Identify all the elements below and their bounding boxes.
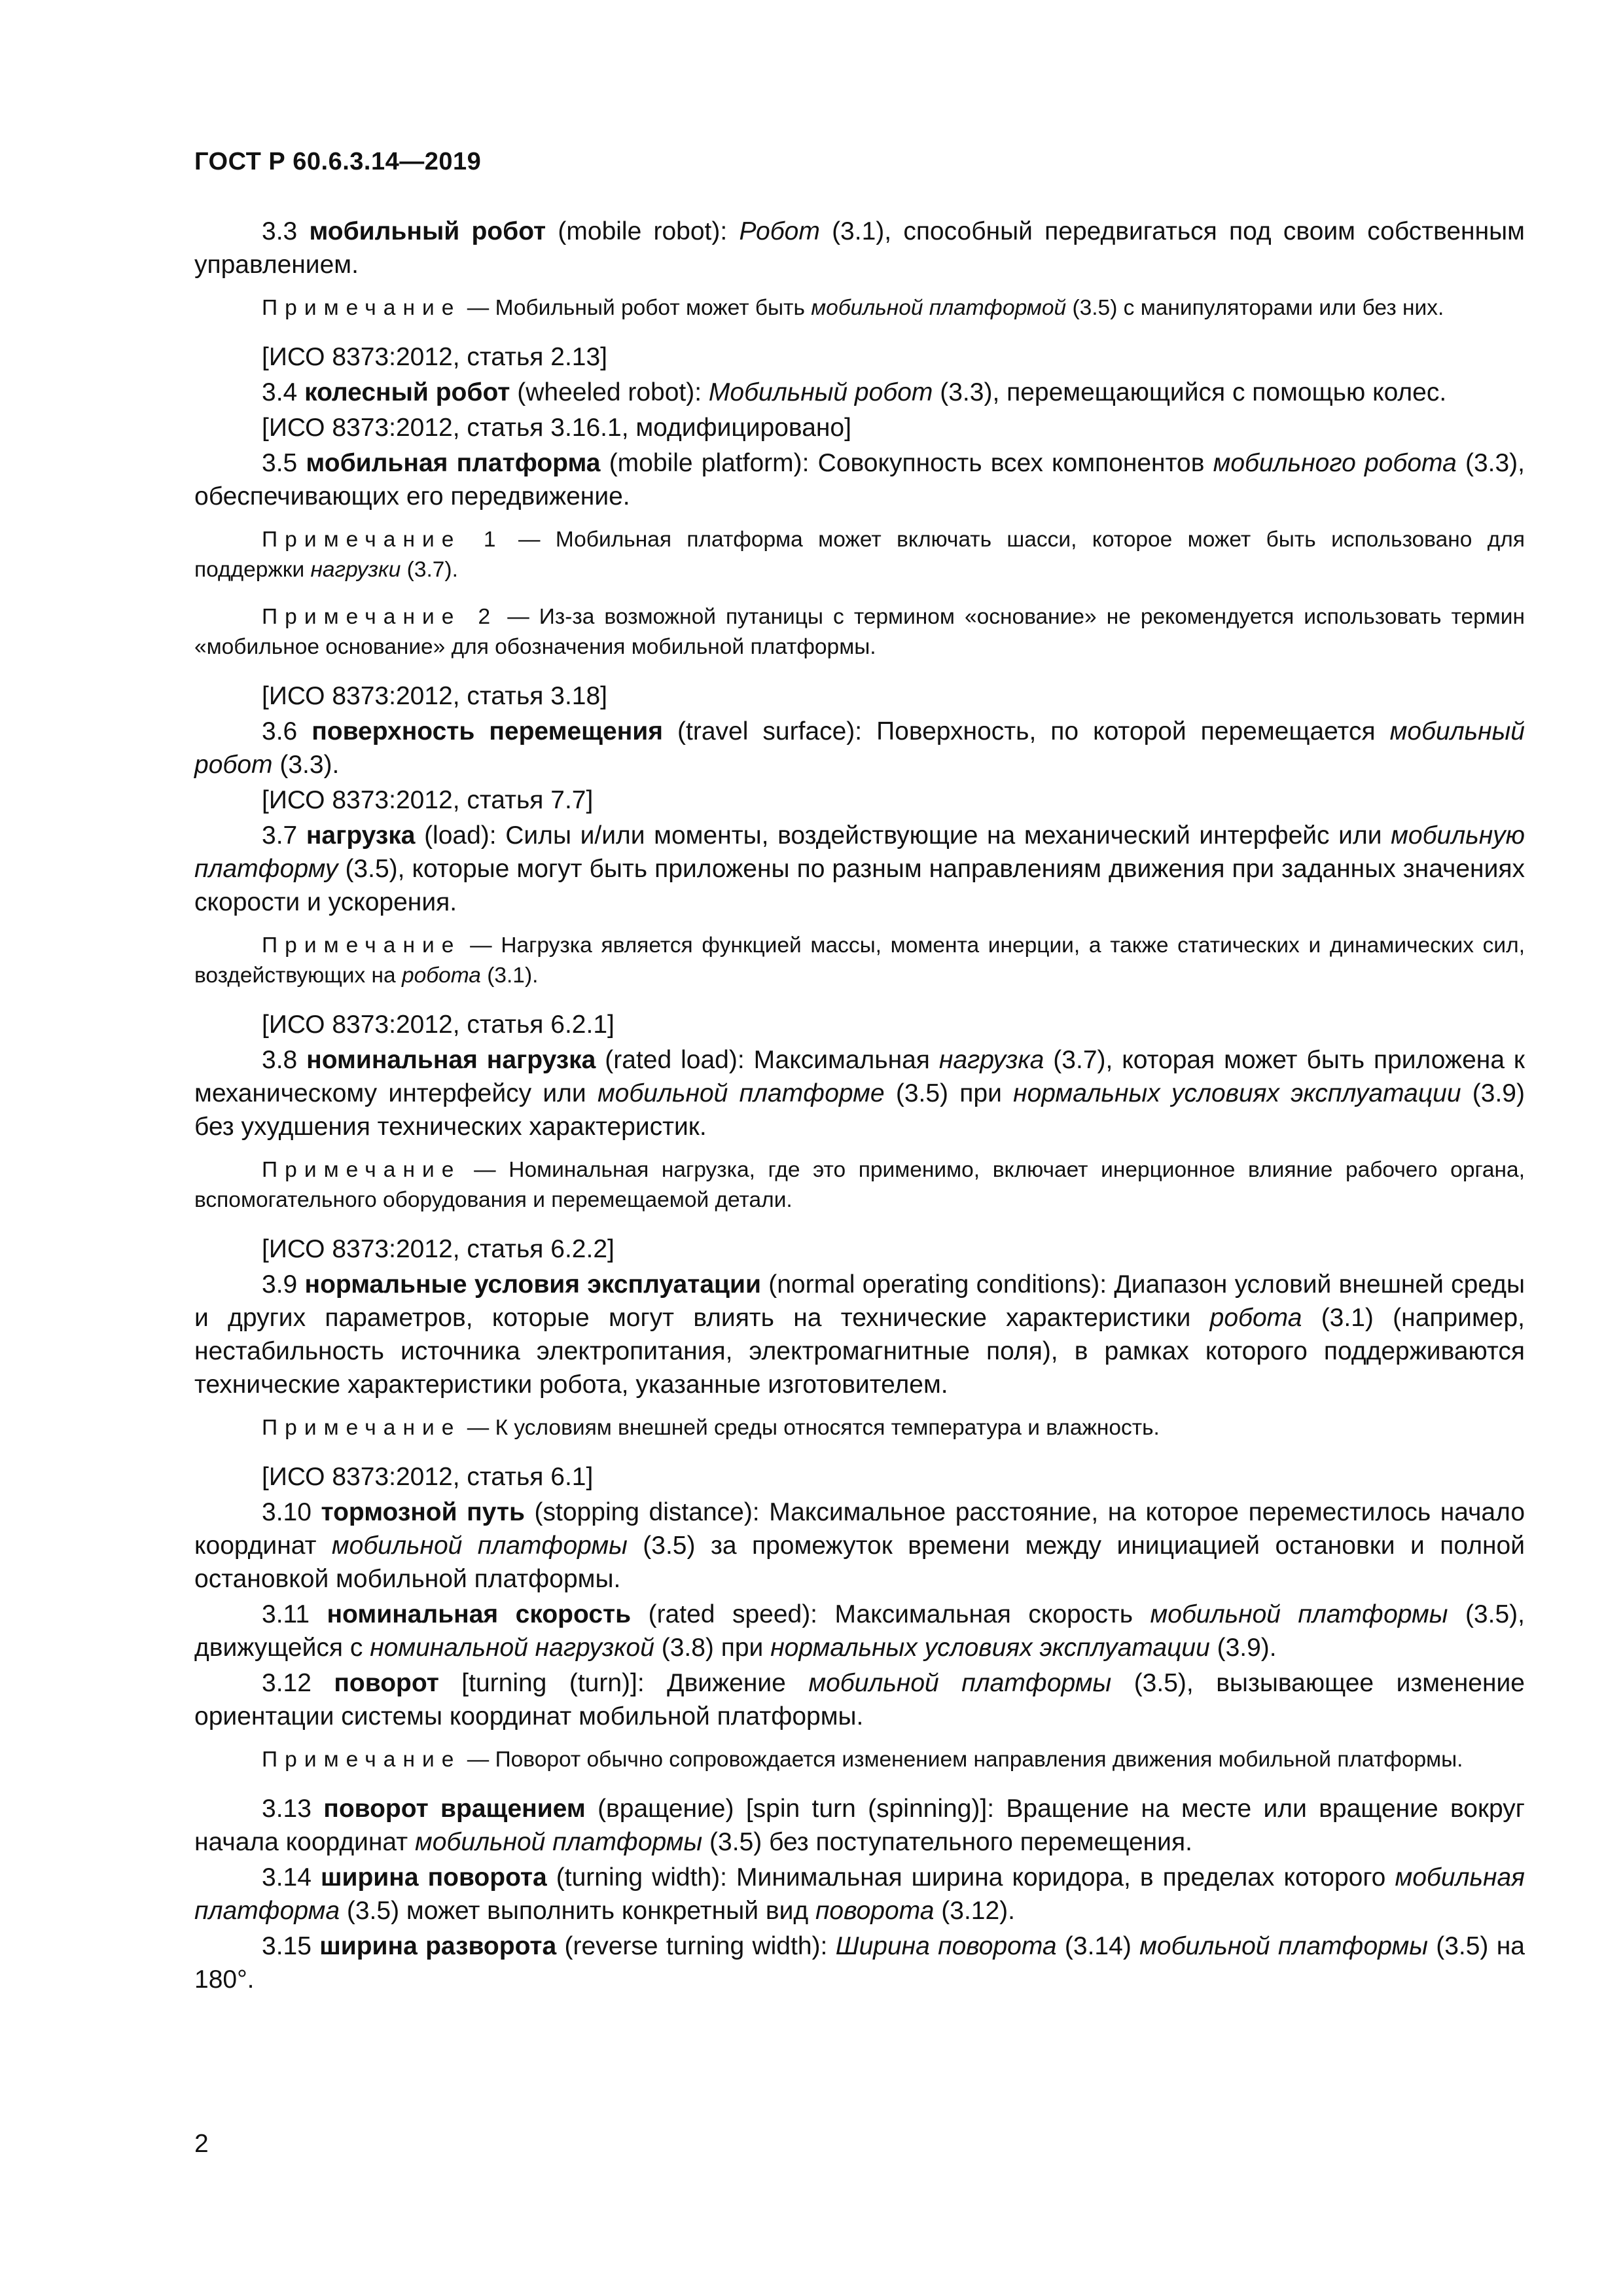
term-name: поверхность перемещения (312, 717, 664, 745)
term-reference: мобильной платформе (597, 1079, 885, 1107)
term-name: поворот (334, 1669, 439, 1697)
term-reference: нормальных условиях эксплуатации (770, 1634, 1210, 1662)
term-reference: мобильной платформы (808, 1669, 1112, 1697)
term-english: (load): (424, 821, 497, 850)
term-english: (rated speed): (648, 1600, 818, 1628)
note: Примечание 2 — Из-за возможной путаницы с термином «основание» не рекомендуется использовать термин «мобильное основание» для обозначения мобильной платформы. (194, 605, 1525, 659)
note-label: Примечание (262, 1416, 461, 1440)
term-reference: нормальных условиях эксплуатации (1013, 1079, 1461, 1107)
term-reference: нагрузки (310, 558, 401, 582)
note-label: Примечание (262, 1158, 461, 1182)
term-reference: Ширина поворота (835, 1932, 1057, 1960)
term-reference: мобильной платформы (331, 1532, 628, 1560)
term-definition: 3.5 мобильная платформа (mobile platform): Совокупность всех компонентов мобильного робота (3.3), обеспечивающих его передвижение. (194, 449, 1525, 511)
term-definition: 3.11 номинальная скорость (rated speed): Максимальная скорость мобильной платформы (3.5), движущейся с номинальной нагрузкой (3.8) при нормальных условиях эксплуатации (3.9). (194, 1600, 1525, 1662)
term-name: номинальная скорость (327, 1600, 632, 1628)
term-reference: мобильную платформу (194, 821, 1525, 883)
note-label: Примечание 1 (262, 528, 503, 552)
note: Примечание 1 — Мобильная платформа может включать шасси, которое может быть использовано для поддержки нагрузки (3.7). (194, 528, 1525, 582)
term-name: ширина разворота (319, 1932, 557, 1960)
note: Примечание — Мобильный робот может быть мобильной платформой (3.5) с манипуляторами или без них. (262, 296, 1444, 320)
term-name: колесный робот (304, 378, 510, 406)
term-reference: мобильной платформой (811, 296, 1067, 320)
source-reference: [ИСО 8373:2012, статья 2.13] (262, 343, 608, 371)
term-reference: мобильного робота (1213, 449, 1457, 477)
term-reference: мобильной платформы (1139, 1932, 1428, 1960)
term-definition: 3.10 тормозной путь (stopping distance): Максимальное расстояние, на которое переместилось начало координат мобильной платформы (3.5) за промежуток времени между инициацией остановки и полной остановкой мобильной платформы. (194, 1498, 1525, 1593)
term-definition: 3.13 поворот вращением (вращение) [spin turn (spinning)]: Вращение на месте или вращение вокруг начала координат мобильной платформы (3.5) без поступательного перемещения. (194, 1795, 1525, 1856)
term-definition: 3.12 поворот [turning (turn)]: Движение мобильной платформы (3.5), вызывающее изменение ориентации системы координат мобильной платформы. (194, 1669, 1525, 1731)
term-definition: 3.8 номинальная нагрузка (rated load): Максимальная нагрузка (3.7), которая может быть приложена к механическому интерфейсу или мобильной платформе (3.5) при нормальных условиях эксплуатации (3.9) без ухудшения технических характеристик. (194, 1046, 1525, 1141)
source-reference: [ИСО 8373:2012, статья 6.1] (262, 1463, 594, 1491)
term-name: поворот вращением (323, 1795, 586, 1823)
note: Примечание — К условиям внешней среды относятся температура и влажность. (262, 1416, 1160, 1440)
term-english: (rated load): (605, 1046, 745, 1074)
term-reference: мобильной платформы (1150, 1600, 1448, 1628)
term-english: [turning (turn)]: (461, 1669, 645, 1697)
term-reference: нагрузка (938, 1046, 1044, 1074)
term-reference: мобильной платформы (414, 1828, 703, 1856)
term-definition: 3.3 мобильный робот (mobile robot): Робот (3.1), способный передвигаться под своим собственным управлением. (194, 217, 1525, 279)
note-label: Примечание 2 (262, 605, 498, 629)
term-definition: 3.14 ширина поворота (turning width): Минимальная ширина коридора, в пределах которого мобильная платформа (3.5) может выполнить конкретный вид поворота (3.12). (194, 1863, 1525, 1925)
term-definition: 3.9 нормальные условия эксплуатации (normal operating conditions): Диапазон условий внешней среды и других параметров, которые могут влиять на технические характеристики робота (3.1) (например, нестабильность источника электропитания, электромагнитные поля), в рамках которого поддерживаются технические характеристики робота, указанные изготовителем. (194, 1270, 1525, 1399)
term-english: (turning width): (556, 1863, 727, 1892)
term-reference: робота (1209, 1304, 1302, 1332)
term-english: (wheeled robot): (517, 378, 702, 406)
term-reference: поворота (815, 1897, 935, 1925)
source-reference: [ИСО 8373:2012, статья 3.18] (262, 682, 608, 710)
term-name: нагрузка (306, 821, 416, 850)
term-definition: 3.6 поверхность перемещения (travel surface): Поверхность, по которой перемещается мобильный робот (3.3). (194, 717, 1525, 779)
term-english: (travel surface): (677, 717, 863, 745)
term-definition: 3.15 ширина разворота (reverse turning width): Ширина поворота (3.14) мобильной платформы (3.5) на 180°. (194, 1932, 1525, 1994)
document-header: ГОСТ Р 60.6.3.14—2019 (194, 148, 482, 175)
term-reference: робота (402, 963, 481, 988)
term-english: (mobile platform): (609, 449, 810, 477)
term-name: номинальная нагрузка (306, 1046, 596, 1074)
term-definition: 3.4 колесный робот (wheeled robot): Мобильный робот (3.3), перемещающийся с помощью колес. (262, 378, 1447, 406)
term-english: (normal operating conditions): (768, 1270, 1107, 1299)
term-english: (mobile robot): (558, 217, 728, 245)
note-label: Примечание (262, 1748, 461, 1772)
source-reference: [ИСО 8373:2012, статья 7.7] (262, 786, 594, 814)
term-name: нормальные условия эксплуатации (304, 1270, 761, 1299)
term-reference: Мобильный робот (708, 378, 933, 406)
note: Примечание — Поворот обычно сопровождается изменением направления движения мобильной платформы. (262, 1748, 1463, 1772)
term-english: (stopping distance): (534, 1498, 760, 1526)
note-label: Примечание (262, 296, 461, 320)
note: Примечание — Номинальная нагрузка, где это применимо, включает инерционное влияние рабочего органа, вспомогательного оборудования и перемещаемой детали. (194, 1158, 1525, 1212)
note: Примечание — Нагрузка является функцией массы, момента инерции, а также статических и динамических сил, воздействующих на робота (3.1). (194, 933, 1525, 988)
note-label: Примечание (262, 933, 461, 958)
source-reference: [ИСО 8373:2012, статья 3.16.1, модифицировано] (262, 414, 851, 442)
source-reference: [ИСО 8373:2012, статья 6.2.2] (262, 1235, 615, 1263)
term-name: мобильная платформа (306, 449, 601, 477)
page-number: 2 (194, 2130, 209, 2158)
term-reference: мобильная платформа (194, 1863, 1525, 1925)
document-body (194, 215, 1525, 1996)
term-english: (вращение) [spin turn (spinning)]: (597, 1795, 995, 1823)
term-name: тормозной путь (321, 1498, 525, 1526)
term-reference: мобильный робот (194, 717, 1525, 779)
term-name: мобильный робот (309, 217, 546, 245)
source-reference: [ИСО 8373:2012, статья 6.2.1] (262, 1011, 615, 1039)
term-name: ширина поворота (320, 1863, 547, 1892)
term-reference: номинальной нагрузкой (370, 1634, 654, 1662)
term-definition: 3.7 нагрузка (load): Силы и/или моменты, воздействующие на механический интерфейс или мобильную платформу (3.5), которые могут быть приложены по разным направлениям движения при заданных значениях скорости и ускорения. (194, 821, 1525, 916)
term-reference: Робот (739, 217, 820, 245)
term-english: (reverse turning width): (564, 1932, 828, 1960)
